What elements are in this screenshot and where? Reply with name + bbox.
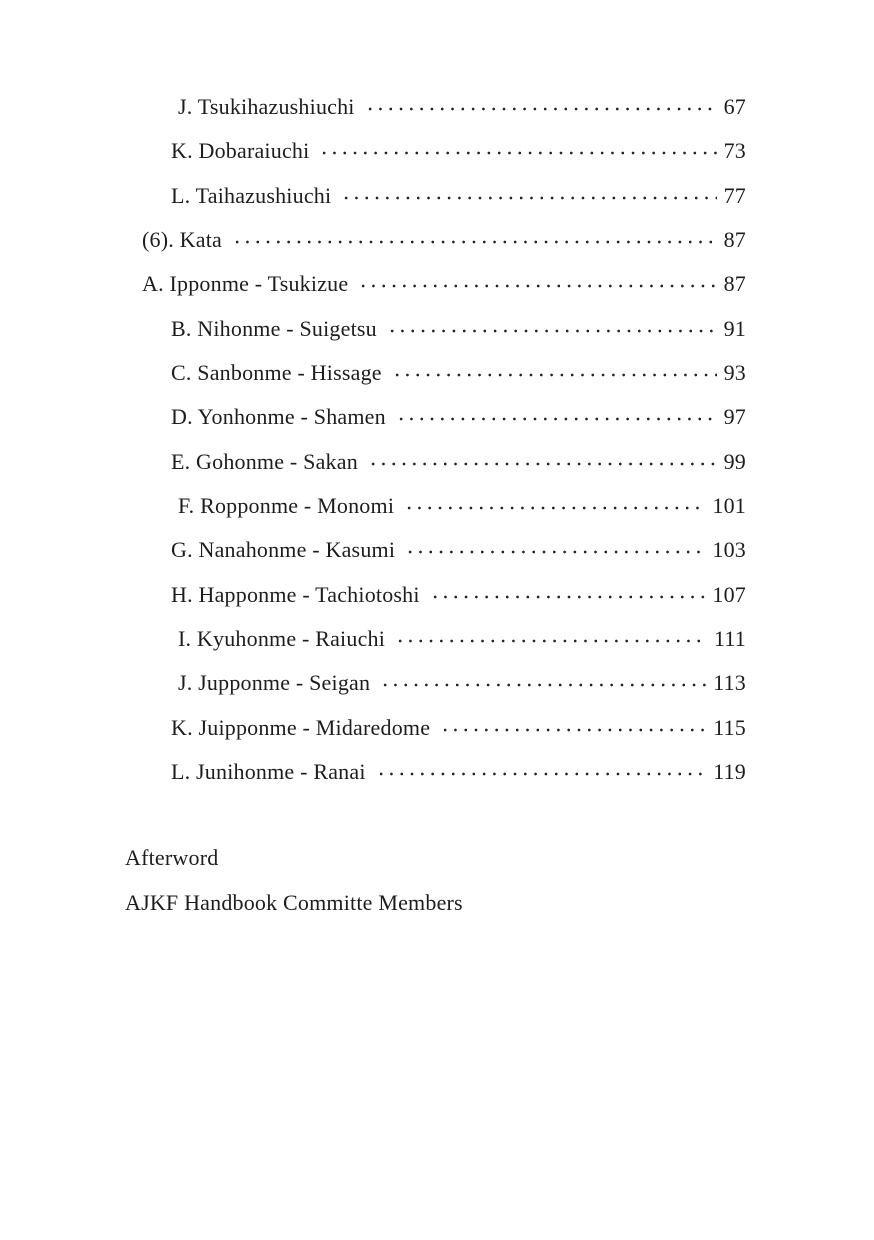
toc-entry (125, 617, 746, 661)
toc-entry (125, 750, 746, 794)
toc-section-entry (125, 218, 746, 262)
page-number: 87 (723, 227, 746, 253)
toc-entry (125, 528, 746, 572)
toc-entry (125, 262, 746, 306)
page-number: 73 (723, 138, 746, 164)
toc-entry-label: (6). Kata (142, 227, 222, 253)
page-number: 115 (713, 714, 746, 740)
toc-entry-label: A. Ipponme - Tsukizue (142, 271, 349, 297)
toc-entry-label: I. Kyuhonme - Raiuchi (178, 626, 386, 652)
dot-leader (389, 351, 717, 395)
toc-entry-label: J. Tsukihazushiuchi (178, 94, 355, 120)
dot-leader (365, 440, 717, 484)
toc-entry-label: J. Jupponme - Seigan (178, 670, 371, 696)
toc-entry-label: K. Juipponme - Midaredome (171, 714, 431, 740)
toc-entry (125, 129, 746, 173)
toc-entry (125, 174, 746, 218)
dot-leader (316, 129, 716, 173)
toc-entry-label: K. Dobaraiuchi (171, 138, 310, 164)
page-number: 87 (723, 271, 746, 297)
page-number: 97 (723, 404, 746, 430)
toc-entry (125, 307, 746, 351)
toc-entry (125, 351, 746, 395)
page-number: 91 (723, 315, 746, 341)
afterword-entry (125, 836, 746, 880)
toc-entry-label: F. Ropponme - Monomi (178, 493, 395, 519)
toc-entry (125, 395, 746, 439)
dot-leader (373, 750, 707, 794)
dot-leader (338, 174, 716, 218)
committee-members-entry (125, 881, 746, 925)
dot-leader (362, 85, 717, 129)
dot-leader (402, 528, 705, 572)
back-matter-list (125, 836, 746, 925)
toc-entry-label: L. Taihazushiuchi (171, 182, 332, 208)
dot-leader (401, 484, 705, 528)
toc-entry (125, 661, 746, 705)
dot-leader (427, 573, 706, 617)
page-number: 103 (712, 537, 746, 563)
committee-members-label: AJKF Handbook Committe Members (125, 889, 463, 915)
toc-entry (125, 706, 746, 750)
toc-entry (125, 573, 746, 617)
page-number: 99 (723, 448, 746, 474)
toc-entry-label: L. Junihonme - Ranai (171, 759, 366, 785)
dot-leader (437, 706, 706, 750)
toc-entry-label: H. Happonme - Tachiotoshi (171, 581, 420, 607)
page-number: 111 (714, 626, 746, 652)
toc-entry-label: C. Sanbonme - Hissage (171, 360, 382, 386)
toc-entry-label: G. Nanahonme - Kasumi (171, 537, 396, 563)
dot-leader (393, 395, 717, 439)
dot-leader (355, 262, 716, 306)
dot-leader (392, 617, 707, 661)
dot-leader (384, 307, 717, 351)
toc-entry-label: B. Nihonme - Suigetsu (171, 315, 377, 341)
toc-entry (125, 85, 746, 129)
page-number: 107 (712, 581, 746, 607)
toc-entry-label: D. Yonhonme - Shamen (171, 404, 386, 430)
toc-entry (125, 484, 746, 528)
dot-leader (377, 661, 706, 705)
page-number: 93 (723, 360, 746, 386)
page-number: 113 (713, 670, 746, 696)
afterword-label: Afterword (125, 845, 219, 871)
page-number: 77 (723, 182, 746, 208)
toc-entry-label: E. Gohonme - Sakan (171, 448, 358, 474)
page-number: 119 (713, 759, 746, 785)
dot-leader (229, 218, 717, 262)
page-number: 67 (723, 94, 746, 120)
page-number: 101 (712, 493, 746, 519)
toc-entry (125, 440, 746, 484)
